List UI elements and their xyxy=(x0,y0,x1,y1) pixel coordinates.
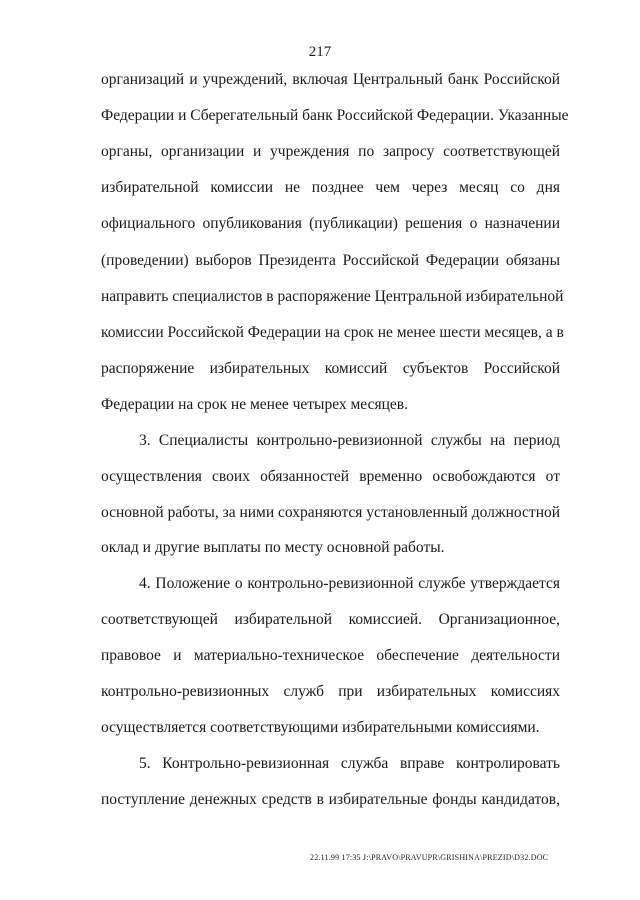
text-line: 4. Положение о контрольно-ревизионной службе утверждается xyxy=(139,575,560,592)
text-line: 5. Контрольно-ревизионная служба вправе контролировать xyxy=(139,755,560,772)
text-line: правовое и материально-техническое обеспечение деятельности xyxy=(101,647,560,664)
text-line: поступление денежных средств в избирательные фонды кандидатов, xyxy=(101,791,560,808)
text-line: официального опубликования (публикации) решения о назначении xyxy=(101,215,560,232)
text-line: соответствующей избирательной комиссией. Организационное, xyxy=(101,611,560,628)
text-line: осуществления своих обязанностей временно освобождаются от xyxy=(101,468,560,485)
text-line: распоряжение избирательных комиссий субъектов Российской xyxy=(101,360,560,377)
text-line: комиссии Российской Федерации на срок не менее шести месяцев, а в xyxy=(101,324,564,341)
text-line: органы, организации и учреждения по запросу соответствующей xyxy=(101,143,560,160)
text-line: организаций и учреждений, включая Центральный банк Российской xyxy=(101,71,560,88)
file-path-footer: 22.11.99 17:35 J:\PRAVO\PRAVUPR\GRISHINA\PREZID\D32.DOC xyxy=(310,853,549,862)
text-line: оклад и другие выплаты по месту основной работы. xyxy=(101,539,445,556)
text-line: осуществляется соответствующими избирательными комиссиями. xyxy=(101,719,540,736)
text-line: основной работы, за ними сохраняются установленный должностной xyxy=(101,504,561,521)
text-line: направить специалистов в распоряжение Центральной избирательной xyxy=(101,288,564,305)
page-number: 217 xyxy=(308,44,332,60)
text-line: контрольно-ревизионных служб при избирательных комиссиях xyxy=(101,683,560,700)
text-line: 3. Специалисты контрольно-ревизионной службы на период xyxy=(139,432,560,449)
text-line: Федерации на срок не менее четырех месяцев. xyxy=(101,396,408,413)
text-line: Федерации и Сберегательный банк Российской Федерации. Указанные xyxy=(101,107,569,124)
text-line: избирательной комиссии не позднее чем через месяц со дня xyxy=(101,179,560,196)
text-line: (проведении) выборов Президента Российской Федерации обязаны xyxy=(101,252,560,269)
